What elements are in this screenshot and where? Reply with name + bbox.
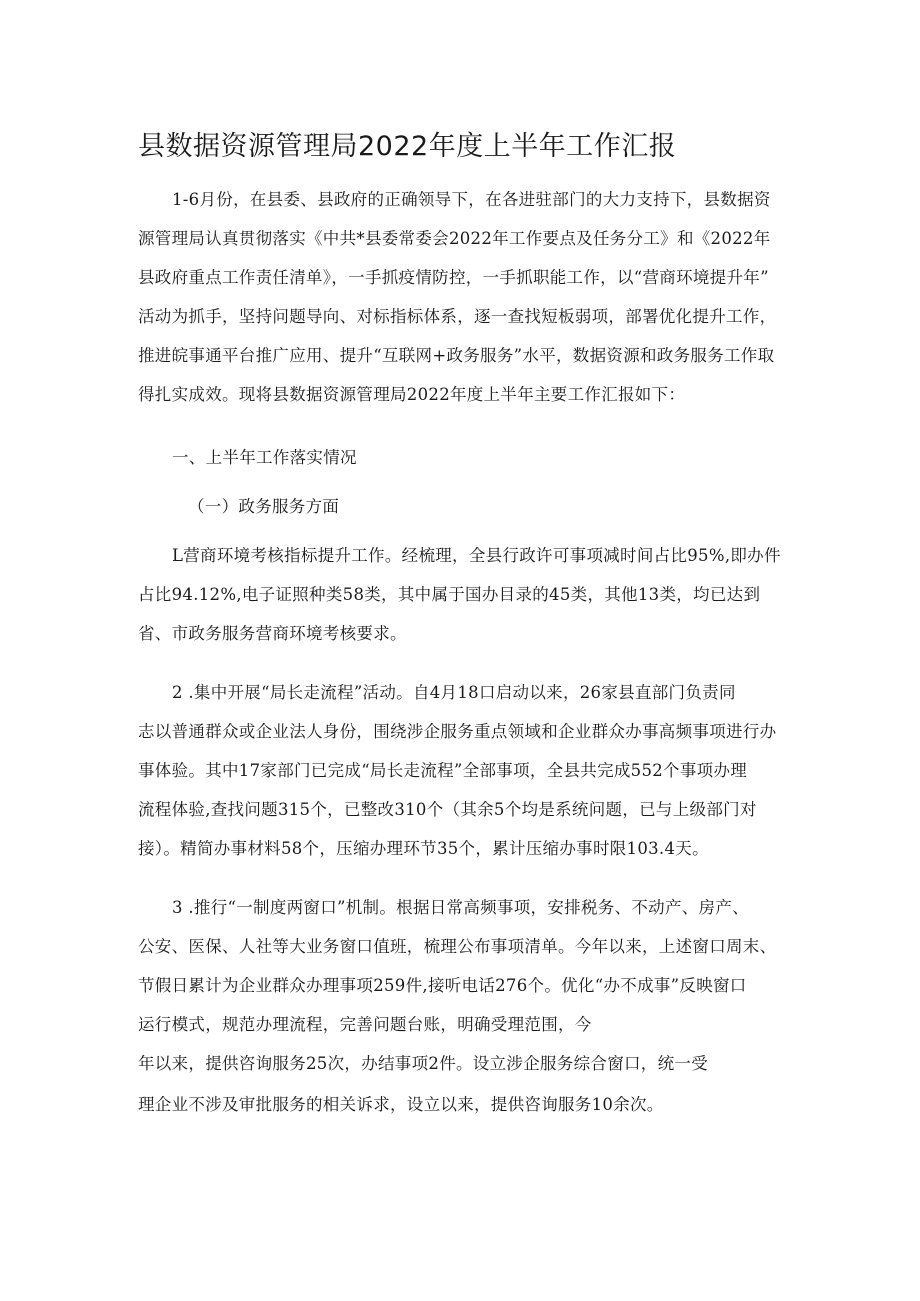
item2-line-5: 接）。精简办事材料58个，压缩办理环节35个，累计压缩办事时限103.4天。 — [138, 839, 709, 858]
item1-line-3: 省、市政务服务营商环境考核要求。 — [138, 624, 407, 643]
item3-line-1: 3 .推行“一制度两窗口”机制。根据日常高频事项，安排税务、不动产、房产、 — [172, 898, 749, 917]
subsection-heading: （一）政务服务方面 — [188, 497, 340, 516]
item2-line-3: 事体验。其中17家部门已完成“局长走流程”全部事项，全县共完成552个事项办理 — [138, 761, 748, 780]
intro-line-4: 活动为抓手，坚持问题导向、对标指标体系，逐一查找短板弱项，部署优化提升工作， — [138, 307, 777, 326]
item2-line-2: 志以普通群众或企业法人身份，围绕涉企服务重点领域和企业群众办事高频事项进行办 — [138, 722, 777, 741]
item1-line-1: L营商环境考核指标提升工作。经梳理，全县行政许可事项减时间占比95%,即办件 — [172, 546, 781, 565]
intro-line-5: 推进皖事通平台推广应用、提升“互联网+政务服务”水平，数据资源和政务服务工作取 — [138, 346, 775, 365]
document-title: 县数据资源管理局2022年度上半年工作汇报 — [138, 131, 677, 162]
item1-line-2: 占比94.12%,电子证照种类58类，其中属于国办目录的45类，其他13类，均已达到 — [138, 585, 761, 604]
item3-line-4: 运行模式，规范办理流程，完善问题台账，明确受理范围，今 — [138, 1015, 592, 1034]
item3-line-2: 公安、医保、人社等大业务窗口值班，梳理公布事项清单。今年以来，上述窗口周末、 — [138, 937, 777, 956]
intro-line-6: 得扎实成效。现将县数据资源管理局2022年度上半年主要工作汇报如下： — [138, 385, 686, 404]
item3-line-6: 理企业不涉及审批服务的相关诉求，设立以来，提供咨询服务10余次。 — [138, 1095, 664, 1114]
intro-line-1: 1-6月份，在县委、县政府的正确领导下，在各进驻部门的大力支持下，县数据资 — [172, 190, 771, 209]
item2-line-4: 流程体验,查找问题315个，已整改310个（其余5个均是系统问题，已与上级部门对 — [138, 800, 757, 819]
item3-line-3: 节假日累计为企业群众办理事项259件,接听电话276个。优化“办不成事”反映窗口 — [138, 976, 747, 995]
intro-line-2: 源管理局认真贯彻落实《中共*县委常委会2022年工作要点及任务分工》和《2022年 — [138, 229, 771, 248]
section-heading: 一、上半年工作落实情况 — [172, 448, 357, 467]
intro-line-3: 县政府重点工作责任清单》，一手抓疫情防控，一手抓职能工作，以“营商环境提升年” — [138, 268, 769, 287]
item3-line-5: 年以来，提供咨询服务25次，办结事项2件。设立涉企服务综合窗口，统一受 — [138, 1054, 708, 1073]
item2-line-1: 2 .集中开展“局长走流程”活动。自4月18口启动以来，26家县直部门负责同 — [172, 683, 736, 702]
